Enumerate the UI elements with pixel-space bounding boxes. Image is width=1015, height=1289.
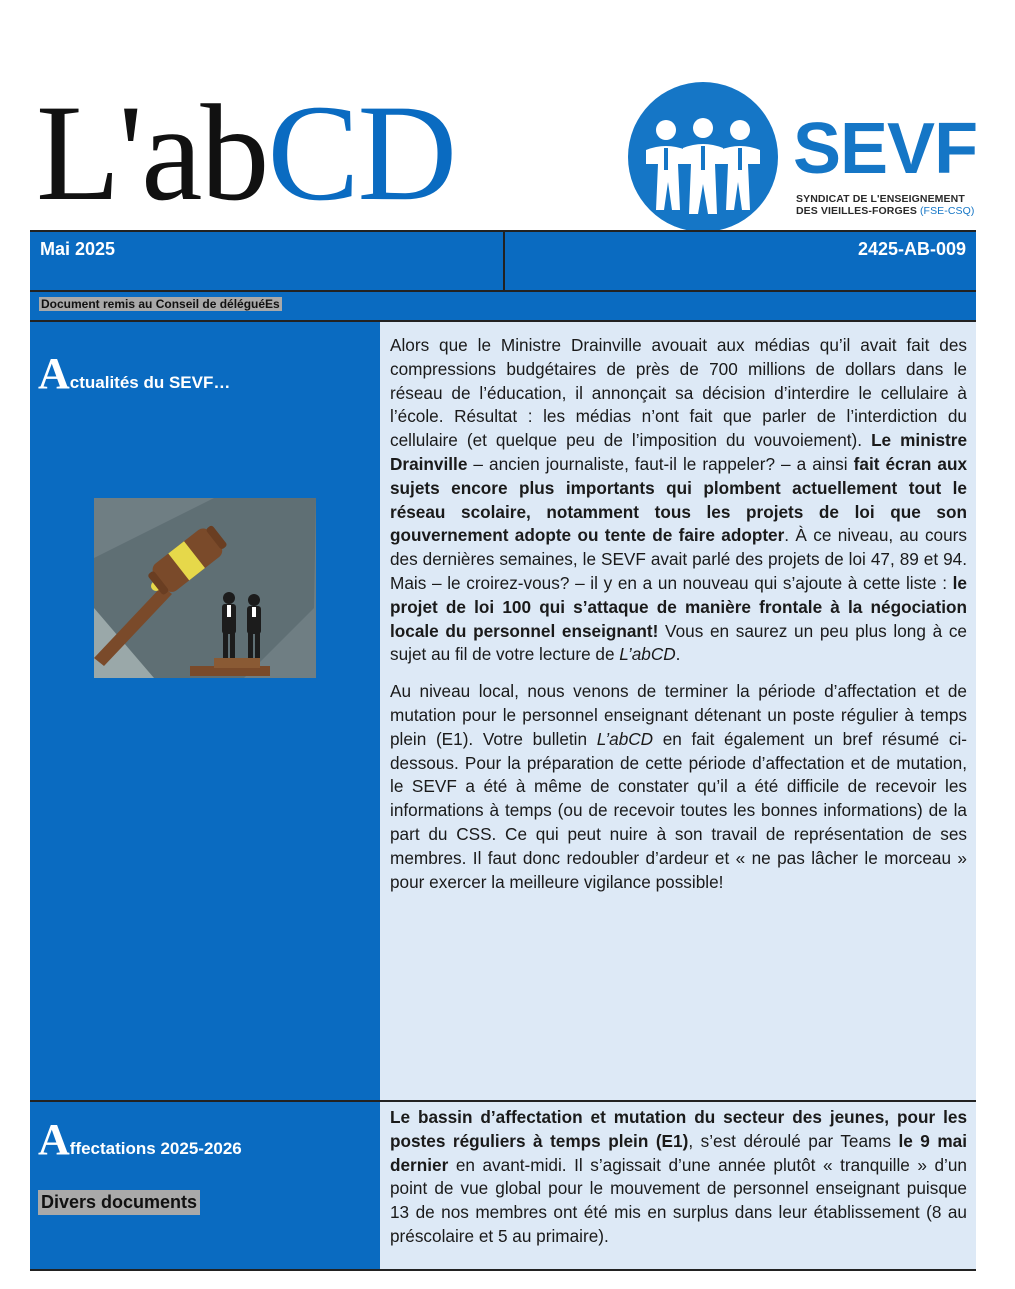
people-circle-icon xyxy=(628,82,778,232)
bold-run: le projet de loi 100 qui s’attaque de manière frontale à la négociation locale du personnel enseignant! xyxy=(390,572,967,641)
note-bar xyxy=(30,292,976,322)
issue-code: 2425-AB-009 xyxy=(857,239,966,259)
section2-sidebar xyxy=(30,1102,380,1269)
issue-date: Mai 2025 xyxy=(40,239,116,259)
logo-subtitle xyxy=(796,193,975,217)
masthead-part2: CD xyxy=(267,76,456,229)
documents-link[interactable]: Divers documents xyxy=(38,1190,200,1215)
bold-run: Le ministre Drainville xyxy=(390,430,967,474)
section1-title-cap: A xyxy=(38,349,70,398)
header-divider xyxy=(503,232,505,290)
masthead-title xyxy=(36,76,456,229)
section2-body xyxy=(390,1106,967,1262)
italic-run: L’abCD xyxy=(596,728,654,749)
text-run: Alors que le Ministre Drainville avouait aux médias qu’il avait fait des compressions budgétaires de près de 700 millions de dollars dans le réseau de l’éducation, il annonçait sa décision d’interdire le cellulaire à l’école. Résultat : les médias n’ont fait que parler de l’interdiction du cellulaire (et quelque peu de l’imposition du vouvoiement). xyxy=(390,335,967,451)
text-run: en fait également un bref résumé ci-dessous. Pour la préparation de cette période d’affectation et de mutation, le SEVF a été à même de constater qu’il a été difficile de recevoir les informations à temps (ou de recevoir toutes les bonnes informations) de la part du CSS. Ce qui peut nuire à son travail de représentation de ses membres. Il faut donc redoubler d’ardeur et « ne pas lâcher le morceau » pour exercer la meilleure vigilance possible! xyxy=(390,728,968,892)
text-run: . À ce niveau, au cours des dernières semaines, le SEVF avait parlé des projets de loi 47, 89 et 94. Mais – le croirez-vous? – il y en a un nouveau qui s’ajoute à cette liste : xyxy=(390,525,967,593)
text-run: Au niveau local, nous venons de terminer la période d’affectation et de mutation pour le personnel enseignant détenant un poste régulier à temps plein (E1). Votre bulletin xyxy=(390,681,967,749)
gavel-and-people-icon xyxy=(94,498,316,678)
section1-title-rest: ctualités du SEVF… xyxy=(69,373,231,392)
section2-title xyxy=(38,1115,242,1164)
masthead-part1: L'ab xyxy=(36,76,268,229)
bold-run: Le bassin d’affectation et mutation du secteur des jeunes, pour les postes réguliers à temps plein (E1) xyxy=(390,1107,967,1151)
logo-sub-line2: DES VIEILLES-FORGES xyxy=(796,205,917,217)
bold-run: le 9 mai dernier xyxy=(390,1130,967,1175)
section1-paragraph-1 xyxy=(390,334,967,667)
text-run: , s’est déroulé par Teams xyxy=(688,1130,899,1151)
bold-run: fait écran aux sujets encore plus importants qui plombent actuellement tout le réseau scolaire, notamment tous les projets de loi que son gouvernement adopte ou tente de faire adopter xyxy=(390,453,968,546)
logo-sub-line1: SYNDICAT DE L'ENSEIGNEMENT xyxy=(796,193,965,205)
text-run: en avant-midi. Il s’agissait d’une année plutôt « tranquille » d’un point de vue global pour le mouvement de personnel enseignant puisque 13 de nos membres ont été mis en surplus dans leur établissement (8 au préscolaire et 5 au primaire). xyxy=(390,1154,967,1246)
text-run: Vous en saurez un peu plus long à ce sujet au fil de votre lecture de xyxy=(390,620,967,665)
logo-wordmark: SEVF xyxy=(793,109,978,189)
header-bar xyxy=(30,230,976,292)
section1-paragraph-2 xyxy=(390,680,967,894)
logo-affiliation: (FSE-CSQ) xyxy=(919,205,975,217)
section1-body xyxy=(390,334,967,907)
section1-sidebar xyxy=(30,322,380,1100)
section2-paragraph-1 xyxy=(390,1106,967,1249)
text-run: – ancien journaliste, faut-il le rappeler? – a ainsi xyxy=(467,453,854,474)
text-run: . xyxy=(675,644,681,665)
section2-title-cap: A xyxy=(38,1115,70,1164)
page-bottom-rule xyxy=(30,1269,976,1271)
section1-title xyxy=(38,349,231,398)
document-note: Document remis au Conseil de déléguéEs xyxy=(41,297,280,311)
italic-run: L’abCD xyxy=(619,644,676,665)
section2-title-rest: ffectations 2025-2026 xyxy=(69,1139,242,1158)
